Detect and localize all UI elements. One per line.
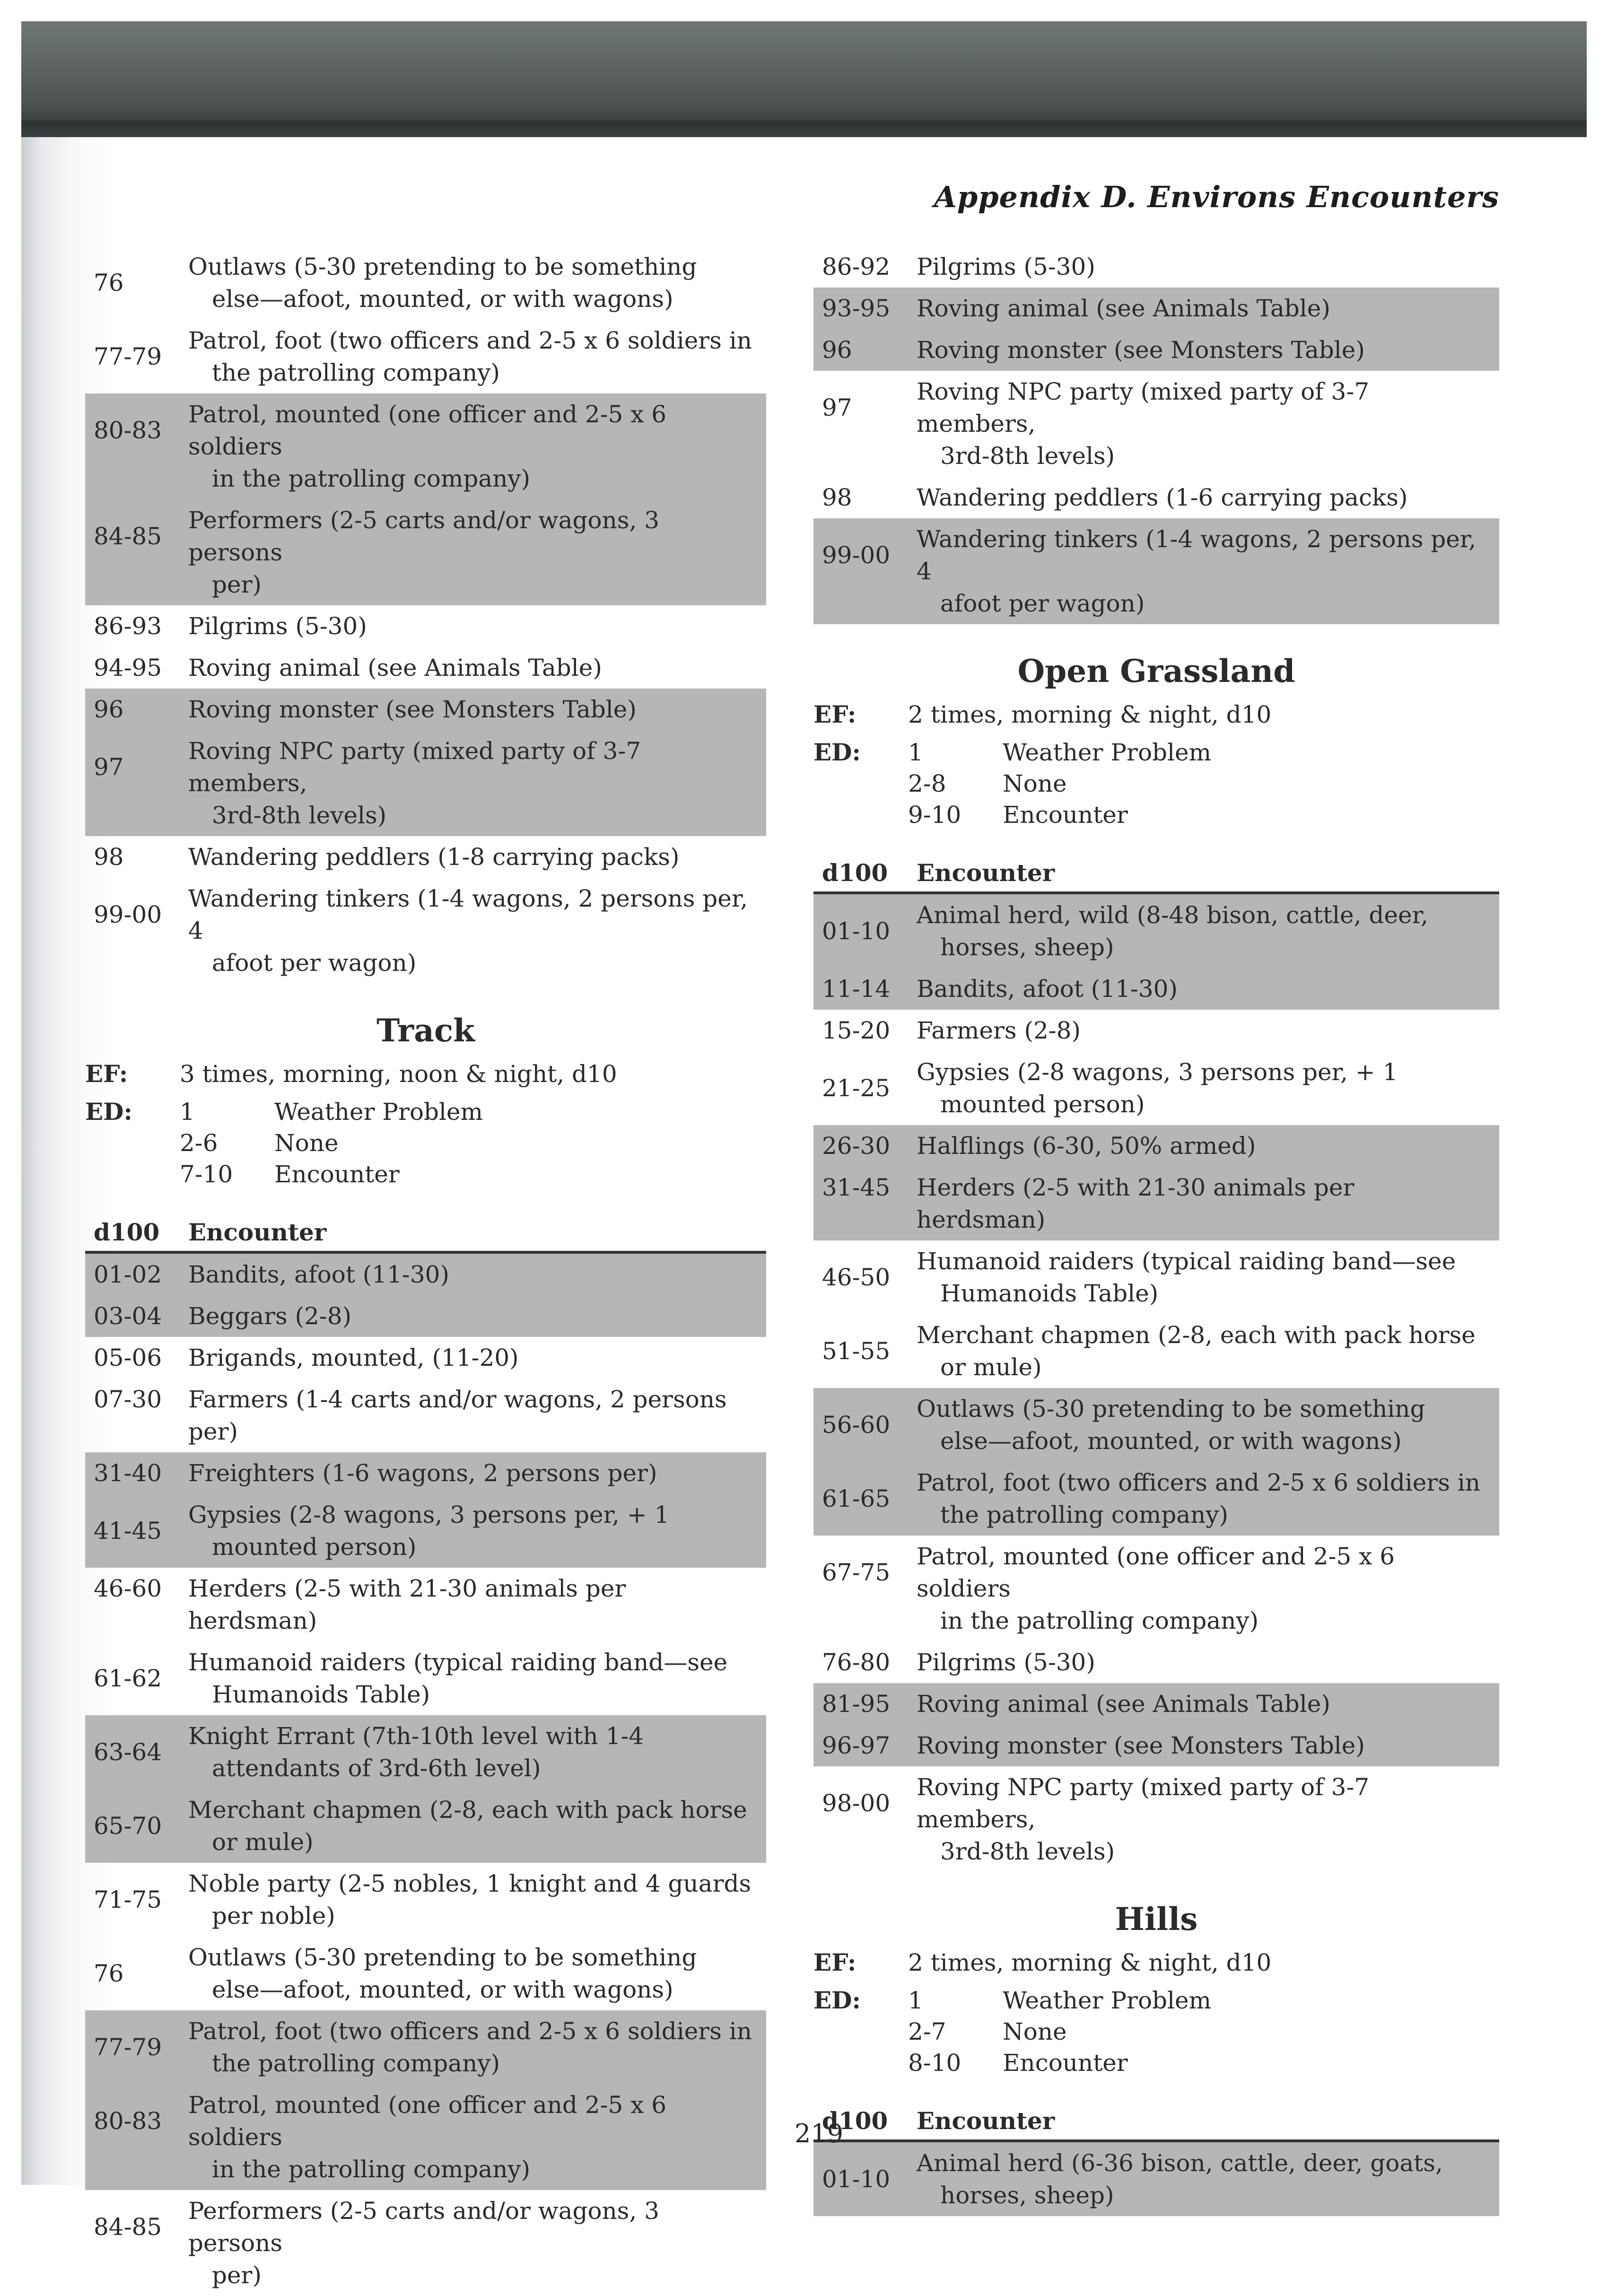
encounter-text <box>188 1572 766 1637</box>
encounter-line2: the patrolling company) <box>212 2050 500 2077</box>
encounter-line1: Pilgrims (5-30) <box>917 253 1095 280</box>
ed-row <box>908 799 1211 830</box>
ed-row <box>908 737 1211 768</box>
roll-range: 80-83 <box>94 2107 162 2135</box>
encounter-line2: attendants of 3rd-6th level) <box>212 1755 541 1782</box>
ed-result: Encounter <box>1003 2049 1128 2077</box>
roll-range: 46-50 <box>822 1264 891 1291</box>
encounter-line1: Brigands, mounted, (11-20) <box>188 1344 519 1371</box>
table-row <box>813 1051 1499 1125</box>
table-row <box>85 246 766 320</box>
roll-range: 97 <box>94 753 124 781</box>
roll-range: 46-60 <box>94 1575 162 1602</box>
col-d100: d100 <box>822 859 888 887</box>
encounter-text <box>188 841 766 873</box>
encounter-text <box>188 1457 766 1489</box>
encounter-line1: Patrol, mounted (one officer and 2-5 x 6 soldiers <box>188 2091 667 2151</box>
table-row <box>813 288 1499 329</box>
ed-roll: 2-6 <box>180 1129 218 1157</box>
encounter-line1: Gypsies (2-8 wagons, 3 persons per, + 1 <box>188 1501 670 1528</box>
encounter-text <box>917 1130 1499 1162</box>
encounter-text <box>917 899 1499 963</box>
encounter-text <box>188 610 766 642</box>
roll-range: 56-60 <box>822 1411 891 1439</box>
roll-range: 86-93 <box>94 612 162 640</box>
table-row <box>813 1536 1499 1641</box>
encounter-line1: Wandering peddlers (1-6 carrying packs) <box>917 484 1408 511</box>
encounter-line2: horses, sheep) <box>940 2182 1114 2209</box>
encounter-text <box>917 1729 1499 1762</box>
track-table <box>85 1254 766 2296</box>
table-row <box>85 393 766 499</box>
encounter-line1: Performers (2-5 carts and/or wagons, 3 persons <box>188 506 660 566</box>
encounter-line1: Bandits, afoot (11-30) <box>188 1261 449 1288</box>
roll-range: 31-45 <box>822 1174 891 1201</box>
encounter-line1: Farmers (2-8) <box>917 1017 1081 1044</box>
table-row <box>85 1568 766 1641</box>
encounter-text <box>917 1056 1499 1120</box>
grassland-table-header <box>813 859 1499 894</box>
encounter-text <box>188 1383 766 1448</box>
roll-range: 67-75 <box>822 1559 891 1586</box>
table-row <box>85 2010 766 2084</box>
roll-range: 77-79 <box>94 343 162 370</box>
ed-roll: 1 <box>180 1098 195 1126</box>
ed-label: ED: <box>85 1098 132 1126</box>
grassland-table <box>813 894 1499 1872</box>
encounter-text <box>188 1258 766 1291</box>
roll-range: 98-00 <box>822 1790 891 1817</box>
encounter-line2: in the patrolling company) <box>940 1607 1259 1634</box>
table-row <box>813 1462 1499 1536</box>
table-row <box>813 246 1499 288</box>
ed-rows <box>908 737 1211 830</box>
hills-ef <box>813 1947 1499 1978</box>
ed-row <box>908 2047 1211 2078</box>
encounter-text <box>188 1342 766 1374</box>
roll-range: 07-30 <box>94 1386 162 1413</box>
encounter-text <box>917 1245 1499 1310</box>
track-ef <box>85 1058 766 1090</box>
encounter-line2: 3rd-8th levels) <box>212 802 387 829</box>
table-row <box>85 1452 766 1494</box>
encounter-text <box>917 973 1499 1005</box>
encounter-line2: afoot per wagon) <box>212 949 417 977</box>
encounter-line1: Outlaws (5-30 pretending to be something <box>188 253 697 280</box>
encounter-text <box>917 1014 1499 1047</box>
encounter-line1: Roving monster (see Monsters Table) <box>917 1732 1365 1759</box>
encounter-line1: Animal herd, wild (8-48 bison, cattle, deer, <box>917 901 1428 929</box>
ed-row <box>908 768 1211 799</box>
ed-result: Encounter <box>274 1161 400 1188</box>
encounter-line1: Roving monster (see Monsters Table) <box>188 696 637 723</box>
encounter-text <box>917 1646 1499 1678</box>
encounter-line1: Knight Errant (7th-10th level with 1-4 <box>188 1722 644 1750</box>
roll-range: 96-97 <box>822 1732 891 1759</box>
ed-result: None <box>1003 770 1067 797</box>
encounter-text <box>188 398 766 495</box>
roll-range: 21-25 <box>822 1074 891 1102</box>
ed-label: ED: <box>813 1986 861 2014</box>
table-row <box>813 1314 1499 1388</box>
encounter-line1: Freighters (1-6 wagons, 2 persons per) <box>188 1459 657 1487</box>
table-row <box>85 689 766 730</box>
ed-roll: 7-10 <box>180 1161 233 1188</box>
ed-row <box>180 1096 483 1127</box>
ed-roll: 2-8 <box>908 770 946 797</box>
table-row <box>85 2084 766 2190</box>
encounter-line1: Roving animal (see Animals Table) <box>188 654 602 681</box>
encounter-line1: Bandits, afoot (11-30) <box>917 975 1178 1003</box>
encounter-line1: Patrol, foot (two officers and 2-5 x 6 soldiers in <box>188 2017 752 2045</box>
roll-range: 97 <box>822 394 852 421</box>
encounter-line1: Herders (2-5 with 21-30 animals per herdsman) <box>188 1575 626 1634</box>
encounter-line1: Humanoid raiders (typical raiding band—see <box>188 1649 728 1676</box>
encounter-line2: else—afoot, mounted, or with wagons) <box>212 285 673 313</box>
hills-title: Hills <box>1115 1901 1198 1938</box>
encounter-text <box>917 1393 1499 1457</box>
roll-range: 99-00 <box>822 541 891 569</box>
encounter-line1: Outlaws (5-30 pretending to be something <box>188 1944 697 1971</box>
table-row <box>813 1125 1499 1167</box>
roll-range: 01-10 <box>822 917 891 945</box>
ef-label: EF: <box>813 700 856 728</box>
encounter-text <box>188 1646 766 1711</box>
roll-range: 80-83 <box>94 417 162 444</box>
encounter-line1: Patrol, foot (two officers and 2-5 x 6 soldiers in <box>917 1469 1480 1496</box>
encounter-line1: Noble party (2-5 nobles, 1 knight and 4 guards <box>188 1870 752 1897</box>
encounter-line1: Herders (2-5 with 21-30 animals per herdsman) <box>917 1174 1355 1233</box>
grassland-ed <box>813 737 1499 830</box>
roll-range: 81-95 <box>822 1690 891 1718</box>
roll-range: 84-85 <box>94 2213 162 2241</box>
encounter-line2: 3rd-8th levels) <box>940 1838 1115 1865</box>
encounter-text <box>188 1868 766 1932</box>
encounter-line1: Patrol, mounted (one officer and 2-5 x 6 soldiers <box>917 1543 1395 1602</box>
table-row <box>813 1240 1499 1314</box>
encounter-line1: Wandering peddlers (1-8 carrying packs) <box>188 843 680 871</box>
encounter-line2: afoot per wagon) <box>940 590 1145 617</box>
encounter-line1: Animal herd (6-36 bison, cattle, deer, goats, <box>917 2149 1443 2177</box>
ed-rows <box>180 1096 483 1190</box>
roll-range: 94-95 <box>94 654 162 681</box>
encounter-line1: Patrol, mounted (one officer and 2-5 x 6 soldiers <box>188 401 667 460</box>
encounter-text <box>917 1688 1499 1720</box>
encounter-line1: Humanoid raiders (typical raiding band—see <box>917 1248 1456 1275</box>
roll-range: 71-75 <box>94 1886 162 1913</box>
encounter-line2: per noble) <box>212 1902 335 1929</box>
encounter-text <box>917 1771 1499 1868</box>
encounter-text <box>917 481 1499 514</box>
encounter-text <box>917 523 1499 620</box>
hills-ed <box>813 1985 1499 2078</box>
roll-range: 93-95 <box>822 295 891 322</box>
roll-range: 41-45 <box>94 1517 162 1545</box>
encounter-text <box>917 375 1499 472</box>
ef-text: 3 times, morning, noon & night, d10 <box>180 1060 617 1088</box>
roll-range: 15-20 <box>822 1017 891 1044</box>
roll-range: 84-85 <box>94 523 162 550</box>
roll-range: 76-80 <box>822 1649 891 1676</box>
table-row <box>85 1789 766 1863</box>
table-row <box>85 1295 766 1337</box>
encounter-line1: Patrol, foot (two officers and 2-5 x 6 soldiers in <box>188 327 752 354</box>
encounter-line1: Performers (2-5 carts and/or wagons, 3 persons <box>188 2197 660 2257</box>
encounter-text <box>188 882 766 979</box>
ed-result: Encounter <box>1003 801 1128 829</box>
encounter-line1: Roving NPC party (mixed party of 3-7 members, <box>188 737 641 797</box>
track-title: Track <box>376 1012 475 1049</box>
encounter-line1: Roving monster (see Monsters Table) <box>917 336 1365 364</box>
roll-range: 01-10 <box>822 2165 891 2193</box>
ed-row <box>180 1127 483 1159</box>
table-row <box>85 1863 766 1937</box>
encounter-line2: per) <box>212 571 262 598</box>
table-row <box>813 1641 1499 1683</box>
roll-range: 03-04 <box>94 1302 162 1330</box>
page-number: 219 <box>795 2119 844 2148</box>
encounter-text <box>188 2195 766 2291</box>
roll-range: 96 <box>822 336 852 364</box>
encounter-line1: Wandering tinkers (1-4 wagons, 2 persons per, 4 <box>917 525 1477 585</box>
hills-table-header <box>813 2107 1499 2142</box>
grassland-title: Open Grassland <box>1017 653 1295 690</box>
col-encounter: Encounter <box>917 859 1055 887</box>
encounter-line2: the patrolling company) <box>212 359 500 386</box>
encounter-text <box>188 504 766 601</box>
encounter-line1: Pilgrims (5-30) <box>188 612 367 640</box>
ed-result: None <box>274 1129 339 1157</box>
table-row <box>85 836 766 878</box>
ed-row <box>908 2016 1211 2047</box>
roll-range: 86-92 <box>822 253 891 280</box>
roll-range: 61-65 <box>822 1485 891 1512</box>
encounter-line2: Humanoids Table) <box>940 1280 1159 1307</box>
col-encounter: Encounter <box>917 2107 1055 2135</box>
encounter-text <box>188 1794 766 1858</box>
table-row <box>85 1641 766 1715</box>
encounter-text <box>188 2089 766 2185</box>
table-row <box>813 1388 1499 1462</box>
track-table-header <box>85 1218 766 1254</box>
grassland-ef <box>813 699 1499 730</box>
encounter-line1: Merchant chapmen (2-8, each with pack horse <box>917 1321 1476 1349</box>
roll-range: 99-00 <box>94 901 162 928</box>
encounter-line2: mounted person) <box>212 1533 417 1561</box>
table-row <box>85 1254 766 1295</box>
table-row <box>85 1494 766 1568</box>
roll-range: 61-62 <box>94 1665 162 1692</box>
encounter-text <box>188 1499 766 1563</box>
encounter-line1: Roving animal (see Animals Table) <box>917 1690 1330 1718</box>
table-row <box>813 894 1499 968</box>
roll-range: 26-30 <box>822 1132 891 1160</box>
encounter-text <box>917 251 1499 283</box>
scanner-top-band <box>21 21 1587 140</box>
book-edge <box>21 121 1587 140</box>
encounter-text <box>188 1720 766 1784</box>
table-row <box>813 1683 1499 1725</box>
page-header: Appendix D. Environs Encounters <box>934 180 1499 214</box>
encounter-line2: else—afoot, mounted, or with wagons) <box>212 1976 673 2003</box>
encounter-text <box>917 1467 1499 1531</box>
roll-range: 51-55 <box>822 1337 891 1365</box>
col-d100: d100 <box>94 1218 160 1246</box>
encounter-text <box>917 334 1499 366</box>
encounter-line2: else—afoot, mounted, or with wagons) <box>940 1427 1402 1455</box>
encounter-line2: the patrolling company) <box>940 1501 1229 1528</box>
encounter-text <box>188 1941 766 2006</box>
encounter-text <box>188 1300 766 1332</box>
table-row <box>813 1167 1499 1240</box>
continued-table-left <box>85 246 766 984</box>
encounter-line2: or mule) <box>212 1828 314 1856</box>
table-row <box>813 2142 1499 2216</box>
continued-table-right <box>813 246 1499 624</box>
table-row <box>85 1715 766 1789</box>
roll-range: 65-70 <box>94 1812 162 1840</box>
encounter-text <box>917 1171 1499 1236</box>
table-row <box>813 477 1499 518</box>
table-row <box>85 320 766 393</box>
encounter-line1: Wandering tinkers (1-4 wagons, 2 persons per, 4 <box>188 885 748 944</box>
encounter-text <box>188 324 766 389</box>
roll-range: 76 <box>94 269 124 297</box>
right-column <box>813 246 1499 2216</box>
col-encounter: Encounter <box>188 1218 327 1246</box>
table-row <box>85 499 766 605</box>
encounter-line1: Beggars (2-8) <box>188 1302 352 1330</box>
encounter-text <box>917 292 1499 324</box>
encounter-line1: Farmers (1-4 carts and/or wagons, 2 persons per) <box>188 1386 727 1445</box>
ed-result: None <box>1003 2018 1067 2045</box>
ed-result: Weather Problem <box>1003 1987 1212 2014</box>
table-row <box>813 1725 1499 1766</box>
roll-range: 01-02 <box>94 1261 162 1288</box>
roll-range: 11-14 <box>822 975 891 1003</box>
encounter-text <box>188 2015 766 2079</box>
roll-range: 98 <box>94 843 124 871</box>
table-row <box>85 1337 766 1379</box>
roll-range: 76 <box>94 1960 124 1987</box>
encounter-text <box>188 693 766 725</box>
hills-table <box>813 2142 1499 2216</box>
ef-label: EF: <box>813 1948 856 1976</box>
encounter-line1: Pilgrims (5-30) <box>917 1649 1095 1676</box>
table-row <box>813 1766 1499 1872</box>
encounter-line1: Roving NPC party (mixed party of 3-7 members, <box>917 378 1370 437</box>
table-row <box>85 2190 766 2296</box>
encounter-line2: per) <box>212 2261 262 2289</box>
roll-range: 77-79 <box>94 2034 162 2061</box>
table-row <box>813 329 1499 371</box>
ed-roll: 1 <box>908 739 923 766</box>
ed-roll: 8-10 <box>908 2049 961 2077</box>
ed-row <box>180 1159 483 1190</box>
table-row <box>85 1937 766 2010</box>
ed-result: Weather Problem <box>1003 739 1212 766</box>
table-row <box>813 371 1499 477</box>
roll-range: 05-06 <box>94 1344 162 1371</box>
roll-range: 63-64 <box>94 1738 162 1766</box>
table-row <box>85 878 766 984</box>
encounter-text <box>188 652 766 684</box>
encounter-line2: in the patrolling company) <box>212 465 531 492</box>
ef-text: 2 times, morning & night, d10 <box>908 1949 1272 1976</box>
encounter-line2: in the patrolling company) <box>212 2156 531 2183</box>
ef-label: EF: <box>85 1060 128 1088</box>
encounter-line2: Humanoids Table) <box>212 1681 430 1708</box>
table-row <box>813 518 1499 624</box>
encounter-text <box>917 1319 1499 1383</box>
encounter-line1: Halflings (6-30, 50% armed) <box>917 1132 1256 1160</box>
encounter-text <box>917 1540 1499 1637</box>
roll-range: 96 <box>94 696 124 723</box>
table-row <box>813 968 1499 1010</box>
roll-range: 31-40 <box>94 1459 162 1487</box>
encounter-text <box>188 735 766 831</box>
encounter-line2: horses, sheep) <box>940 934 1114 961</box>
table-row <box>85 605 766 647</box>
left-column <box>85 246 766 2296</box>
ed-rows <box>908 1985 1211 2078</box>
ed-row <box>908 1985 1211 2016</box>
table-row <box>85 647 766 689</box>
col-d100: d100 <box>822 2107 888 2135</box>
table-row <box>85 730 766 836</box>
ed-label: ED: <box>813 738 861 766</box>
encounter-line2: 3rd-8th levels) <box>940 442 1115 470</box>
encounter-text <box>188 251 766 315</box>
encounter-line2: mounted person) <box>940 1091 1145 1118</box>
ed-result: Weather Problem <box>274 1098 483 1126</box>
encounter-line1: Roving animal (see Animals Table) <box>917 295 1330 322</box>
ed-roll: 9-10 <box>908 801 961 829</box>
encounter-line2: or mule) <box>940 1353 1042 1381</box>
roll-range: 98 <box>822 484 852 511</box>
table-row <box>813 1010 1499 1051</box>
track-ed <box>85 1096 766 1190</box>
encounter-line1: Outlaws (5-30 pretending to be something <box>917 1395 1425 1423</box>
encounter-text <box>917 2147 1499 2211</box>
encounter-line1: Merchant chapmen (2-8, each with pack horse <box>188 1796 747 1824</box>
ed-roll: 1 <box>908 1987 923 2014</box>
encounter-line1: Gypsies (2-8 wagons, 3 persons per, + 1 <box>917 1058 1398 1086</box>
ed-roll: 2-7 <box>908 2018 946 2045</box>
ef-text: 2 times, morning & night, d10 <box>908 701 1272 728</box>
encounter-line1: Roving NPC party (mixed party of 3-7 members, <box>917 1773 1370 1833</box>
table-row <box>85 1379 766 1452</box>
